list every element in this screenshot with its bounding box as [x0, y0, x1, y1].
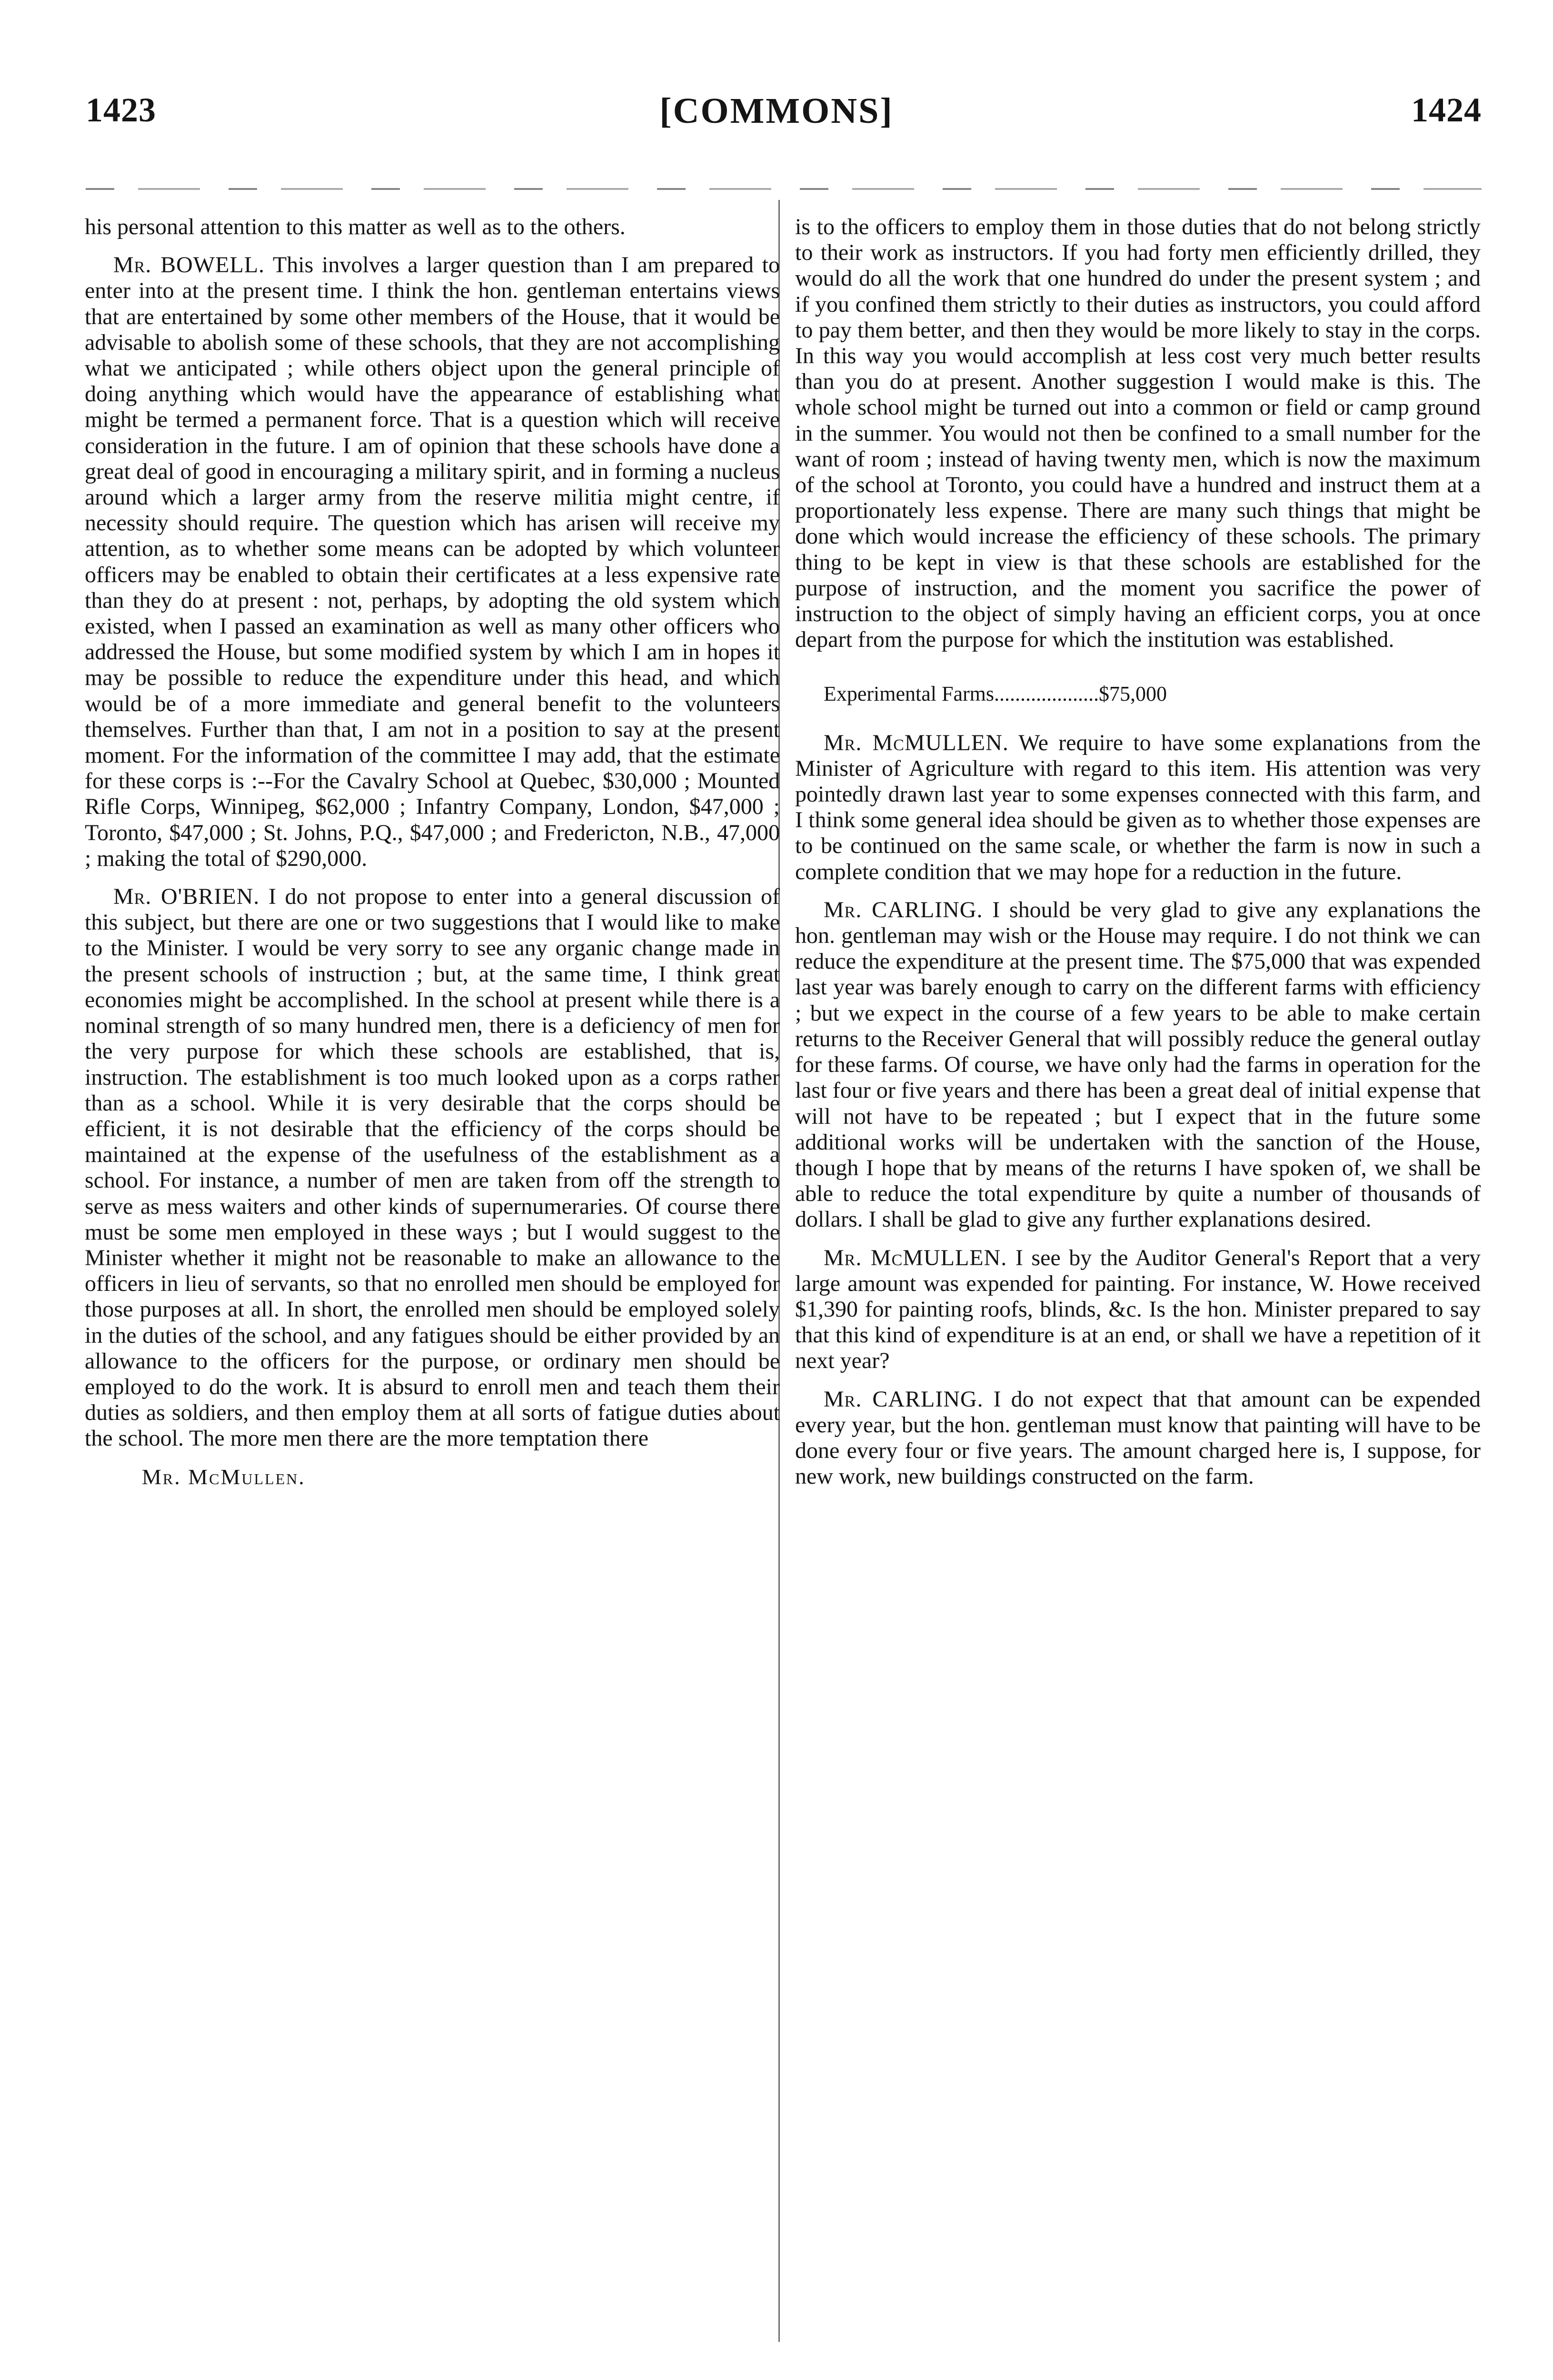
page-header [0, 0, 1553, 171]
paragraph: his personal attention to this matter as well as to the others. [85, 214, 626, 239]
paragraph: Mr. McMULLEN. We require to have some explanations from the Minister of Agriculture with regard to this item. His attention was very pointedly drawn last year to some expenses connected with this farm, and I think some general idea should be given as to whether those expenses are to be continued on the same scale, or whether the farm is now in such a complete condition that we may hope for a reduction in the future. [795, 730, 1481, 884]
speaker-name: Mr. O'BRIEN. [113, 884, 260, 910]
right-column [795, 214, 1481, 1502]
speaker-name: Mr. CARLING. [824, 897, 983, 922]
page-title: [COMMONS] [659, 91, 894, 131]
item-leader-dots: .................... [994, 682, 1099, 706]
paragraph: Mr. McMULLEN. I see by the Auditor General's Report that a very large amount was expended for painting. For instance, W. Howe received $1,390 for painting roofs, blinds, &c. Is the hon. Minister prepared to say that this kind of expenditure is at an end, or shall we have a repetition of it next year? [795, 1245, 1481, 1374]
speaker-name: Mr. McMULLEN. [824, 1245, 1007, 1270]
paragraph: Mr. CARLING. I do not expect that that amount can be expended every year, but the hon. gentleman must know that painting will have to be done every four or five years. The amount charged here is, I suppose, for new work, new buildings constructed on the farm. [795, 1386, 1481, 1489]
paragraph: is to the officers to employ them in those duties that do not belong strictly to their work as instructors. If you had forty men efficiently drilled, they would do all the work that one hundred do under the present system ; and if you confined them strictly to their duties as instructors, you could afford to pay them better, and then they would be more likely to stay in the corps. In this way you would accomplish at less cost very much better results than you do at present. Another suggestion I would make is this. The whole school might be turned out into a common or field or camp ground in the summer. You would not then be confined to a small number for the want of room ; instead of having twenty men, which is now the maximum of the school at Toronto, you could have a hundred and instruct them at a proportionately less expense. There are many such things that might be done which would increase the efficiency of these schools. The primary thing to be kept in view is that these schools are established for the purpose of instruction, and the moment you sacrifice the power of instruction to the object of simply having an efficient corps, you at once depart from the purpose for which the institution was established. [795, 214, 1481, 653]
page-number-left: 1423 [86, 91, 156, 129]
speaker-name: Mr. BOWELL. [113, 252, 265, 278]
item-amount: $75,000 [1099, 682, 1167, 706]
paragraph: Mr. O'BRIEN. I do not propose to enter into a general discussion of this subject, but there are one or two suggestions that I would like to make to the Minister. I would be very sorry to see any organic change made in the present schools of instruction ; but, at the same time, I think great economies might be accomplished. In the school at present while there is a nominal strength of so many hundred men, there is a deficiency of men for the very purpose for which these schools are established, that is, instruction. The establishment is too much looked upon as a corps rather than as a school. While it is very desirable that the corps should be efficient, it is not desirable that the efficiency of the corps should be maintained at the expense of the usefulness of the establishment as a school. For instance, a number of men are taken from off the strength to serve as mess waiters and other kinds of supernumeraries. Of course there must be some men employed in these ways ; but I would suggest to the Minister whether it might not be reasonable to make an allowance to the officers in lieu of servants, so that no enrolled men should be employed for those purposes at all. In short, the enrolled men should be employed solely in the duties of the school, and any fatigues should be either provided by an allowance to the officers for the purpose, or ordinary men should be employed to do the work. It is absurd to enroll men and teach them their duties as soldiers, and then employ them at all sorts of fatigue duties about the school. The more men there are the more temptation there [85, 884, 780, 1451]
estimate-item [795, 681, 1481, 707]
paragraph: Mr. BOWELL. This involves a larger question than I am prepared to enter into at the present time. I think the hon. gentleman entertains views that are entertained by some other members of the House, that it would be advisable to abolish some of these schools, that they are not accomplishing what we anticipated ; while others object upon the general principle of doing anything which would have the appearance of establishing what might be termed a permanent force. That is a question which will receive consideration in the future. I am of opinion that these schools have done a great deal of good in encouraging a military spirit, and in forming a nucleus around which a larger army from the reserve militia might centre, if necessity should require. The question which has arisen will receive my attention, as to whether some means can be adopted by which volunteer officers may be enabled to obtain their certificates at a less expensive rate than they do at present : not, perhaps, by adopting the old system which existed, when I passed an examination as well as many other officers who addressed the House, but some modified system by which I am in hopes it may be possible to reduce the expenditure under this head, and which would be of a more immediate and general benefit to the volunteers themselves. Further than that, I am not in a position to say at the present moment. For the information of the committee I may add, that the estimate for these corps is :--For the Cavalry School at Quebec, $30,000 ; Mounted Rifle Corps, Winnipeg, $62,000 ; Infantry Company, London, $47,000 ; Toronto, $47,000 ; St. Johns, P.Q., $47,000 ; and Fredericton, N.B., 47,000 ; making the total of $290,000. [85, 252, 780, 871]
catchword-footer: Mr. McMullen. [142, 1464, 306, 1489]
item-label: Experimental Farms [824, 682, 995, 706]
speaker-name: Mr. McMULLEN. [824, 730, 1009, 755]
header-rule [86, 188, 1482, 190]
page-number-right: 1424 [1411, 91, 1482, 129]
left-column [85, 214, 780, 1490]
speaker-name: Mr. CARLING. [824, 1386, 984, 1412]
paragraph: Mr. CARLING. I should be very glad to give any explanations the hon. gentleman may wish or the House may require. I do not think we can reduce the expenditure at the present time. The $75,000 that was expended last year was barely enough to carry on the different farms with efficiency ; but we expect in the course of a few years to be able to make certain returns to the Receiver General that will possibly reduce the general outlay for these farms. Of course, we have only had the farms in operation for the last four or five years and there has been a great deal of initial expense that will not have to be repeated ; but I expect that in the future some additional works will be undertaken with the sanction of the House, though I hope that by means of the returns I have spoken of, we shall be able to reduce the total expenditure by quite a number of thousands of dollars. I shall be glad to give any further explanations desired. [795, 897, 1481, 1232]
